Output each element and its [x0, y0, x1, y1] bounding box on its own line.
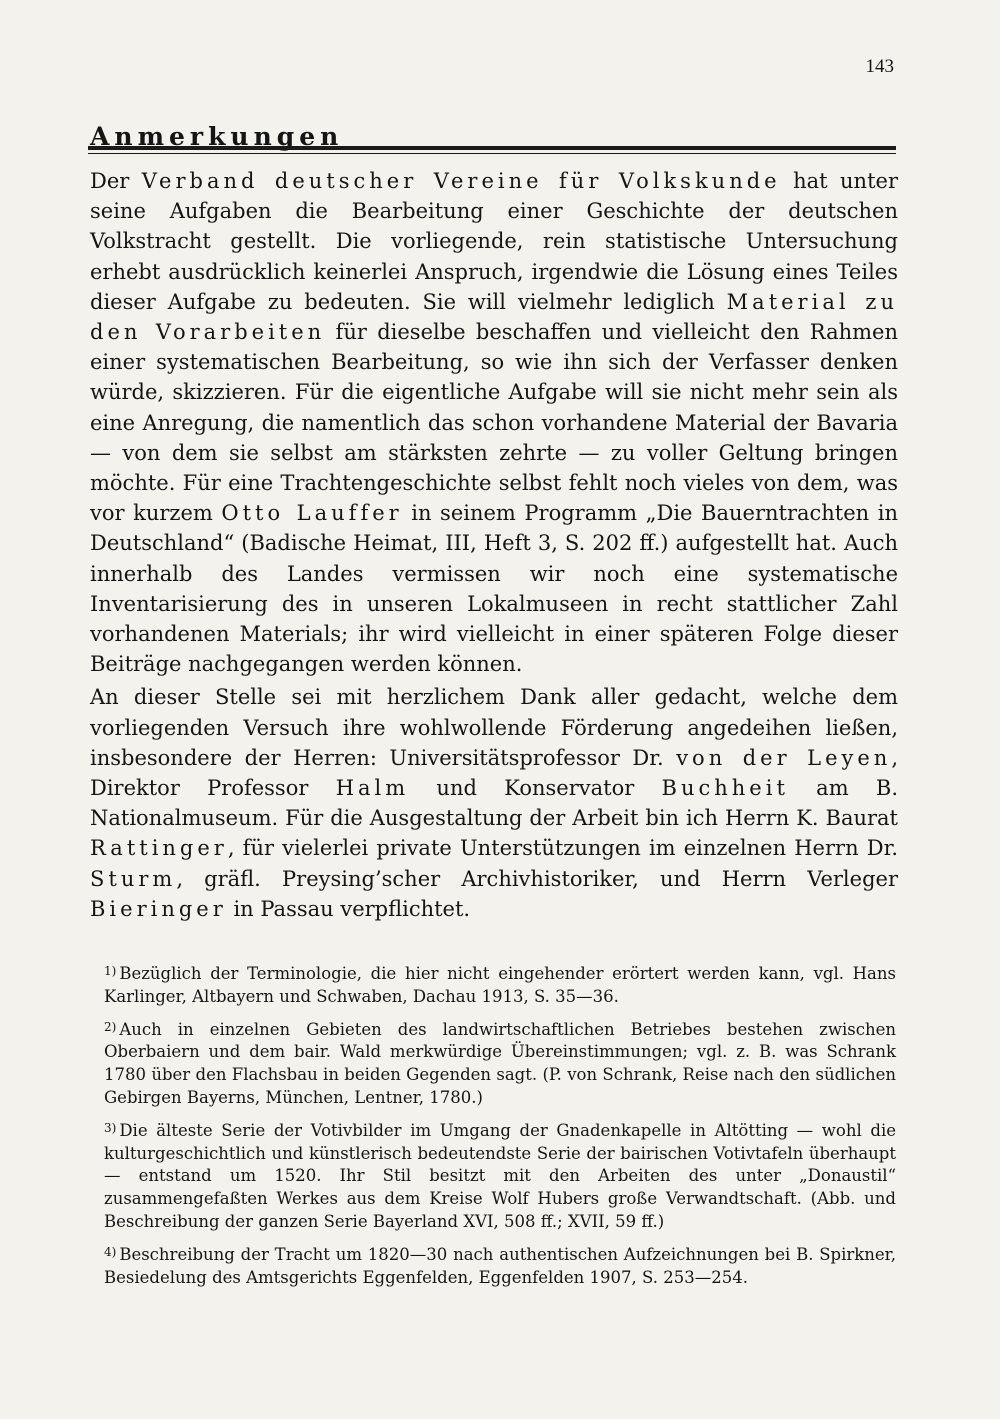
text-run: und Konservator	[409, 776, 662, 801]
footnote-mark: 1)	[104, 964, 117, 978]
footnote	[104, 1016, 896, 1110]
emphasis-run: Material zu den Vorarbeiten	[90, 289, 898, 345]
emphasis-run: Halm	[335, 776, 410, 801]
footnote-mark: 3)	[104, 1120, 117, 1135]
heading-rule-thin	[88, 153, 896, 154]
footnote	[104, 1241, 896, 1290]
emphasis-run: Otto Lauffer	[221, 501, 403, 526]
text-run: , für vielerlei private Unterstützungen im einzelnen Herrn Dr.	[227, 836, 898, 861]
text-run: , gräfl. Preysing’scher Archivhistoriker, und Herrn Verleger	[176, 866, 898, 891]
text-run: hat unter seine Aufgaben die Bearbeitung einer Geschichte der deutschen Volkstracht gestellt. Die vorliegende, rein statistische Untersuchung erhebt ausdrücklich keinerlei Anspruch, irgendwie die Lösung eines Teiles dieser Aufgabe zu bedeuten. Sie will vielmehr lediglich	[90, 169, 898, 314]
emphasis-run: Sturm	[90, 866, 177, 891]
page-number: 143	[865, 56, 894, 77]
emphasis-run: Verband deutscher Vereine für Volkskunde	[141, 169, 781, 193]
text-run: am B. Nationalmuseum. Für die Ausgestaltung der Arbeit bin ich Herrn K. Baurat	[90, 776, 898, 831]
emphasis-run: Bieringer	[90, 896, 227, 921]
footnote-text: Auch in einzelnen Gebieten des landwirtschaftlichen Betriebes bestehen zwischen Oberbaiern und dem bair. Wald merkwürdige Übereinstimmungen; vgl. z. B. was Schrank 1780 über den Flachsbau in beiden Gegenden sagt. (P. von Schrank, Reise nach den südlichen Gebirgen Bayerns, München, Lentner, 1780.)	[104, 1019, 896, 1107]
section-heading: Anmerkungen	[90, 122, 344, 151]
body-text	[90, 166, 898, 924]
heading-rule	[88, 146, 896, 150]
emphasis-run: Buchheit	[661, 776, 789, 801]
footnote	[104, 960, 896, 1009]
footnote-text: Bezüglich der Terminologie, die hier nicht eingehender erörtert werden kann, vgl. Hans Karlinger, Altbayern und Schwaben, Dachau 1913, S. 35—36.	[104, 964, 896, 1006]
text-run: für dieselbe beschaffen und vielleicht den Rahmen einer systematischen Bearbeitung, so wie ihn sich der Verfasser denken würde, skizzieren. Für die eigentliche Aufgabe will sie nicht mehr sein als eine Anregung, die namentlich das schon vorhandene Material der Bavaria — von dem sie selbst am stärksten zehrte — zu voller Geltung bringen möchte. Für eine Trachtengeschichte selbst fehlt noch vieles von dem, was vor kurzem	[90, 320, 899, 526]
paragraph-2	[90, 682, 898, 924]
emphasis-run: Rattinger	[90, 836, 228, 861]
footnote	[104, 1117, 896, 1234]
emphasis-run: von der Leyen	[676, 745, 892, 770]
text-run: in seinem Programm „Die Bauerntrachten in Deutschland“ (Badische Heimat, III, Heft 3, S. 202 ff.) aufgestellt hat. Auch innerhalb des Landes vermissen wir noch eine systematische Inventarisierung des in unseren Lokalmuseen in recht stattlicher Zahl vorhandenen Materials; ihr wird vielleicht in einer späteren Folge dieser Beiträge nachgegangen werden können.	[90, 501, 898, 677]
footnote-text: Die älteste Serie der Votivbilder im Umgang der Gnadenkapelle in Altötting — wohl die kulturgeschichtlich und künstlerisch bedeutendste Serie der bairischen Votivtafeln überhaupt — entstand um 1520. Ihr Stil besitzt mit den Arbeiten des unter „Donaustil“ zusammengefaßten Werkes aus dem Kreise Wolf Hubers große Verwandtschaft. (Abb. und Beschreibung der ganzen Serie Bayerland XVI, 508 ff.; XVII, 59 ff.)	[104, 1120, 896, 1231]
footnote-mark: 4)	[104, 1244, 117, 1259]
text-run: Der	[90, 169, 142, 193]
footnotes	[104, 960, 896, 1296]
paragraph-1	[90, 166, 898, 679]
footnote-text: Beschreibung der Tracht um 1820—30 nach authentischen Aufzeichnungen bei B. Spirkner, Besiedelung des Amtsgerichts Eggenfelden, Eggenfelden 1907, S. 253—254.	[104, 1244, 896, 1287]
text-run: , Direktor Professor	[90, 745, 899, 801]
text-run: in Passau verpflichtet.	[226, 896, 471, 921]
text-run: An dieser Stelle sei mit herzlichem Dank aller gedacht, welche dem vorliegenden Versuch ihre wohlwollende Förderung angedeihen ließen, insbesondere der Herren: Universitätsprofessor Dr.	[90, 685, 898, 770]
footnote-mark: 2)	[104, 1019, 117, 1034]
